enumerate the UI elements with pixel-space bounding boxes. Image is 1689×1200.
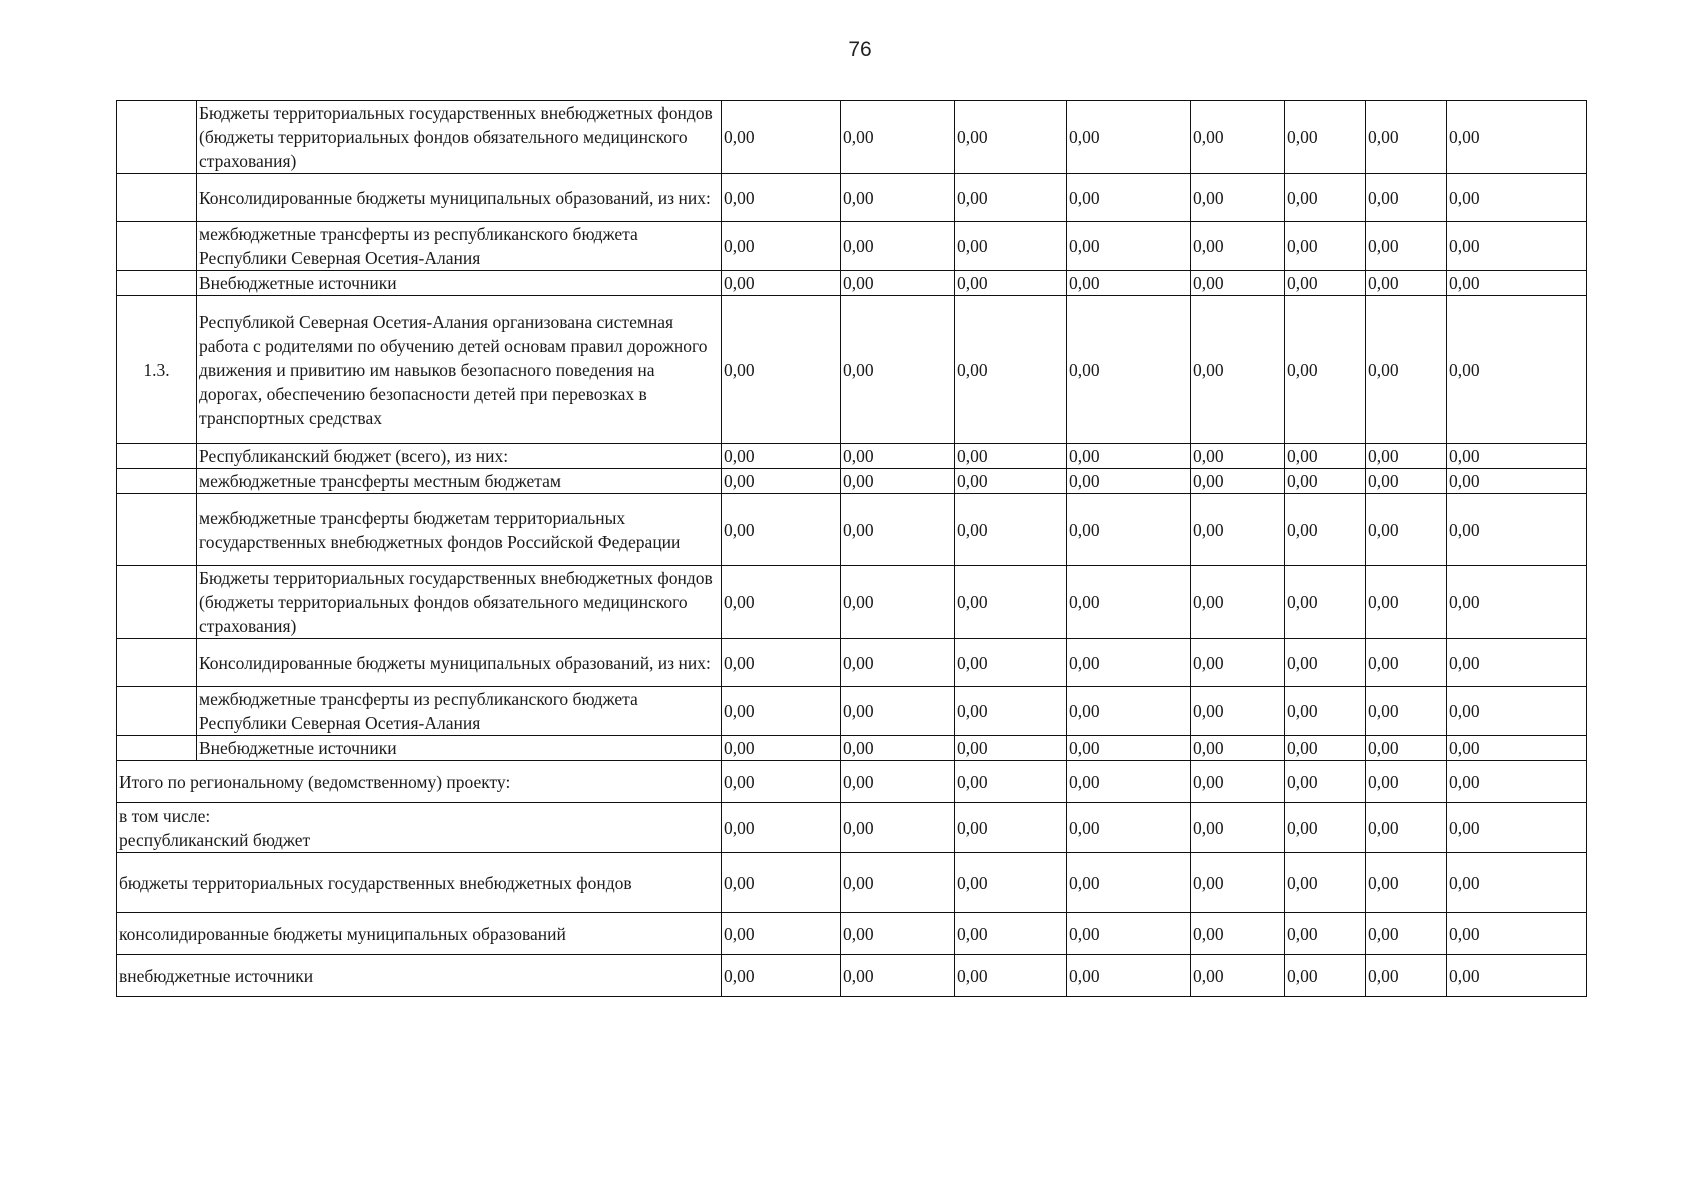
value-cell: 0,00: [1447, 101, 1587, 174]
value-cell: 0,00: [1366, 296, 1447, 444]
table-row: [117, 736, 1587, 761]
row-number: [117, 469, 197, 494]
value-cell: 0,00: [722, 687, 841, 736]
value-cell: 0,00: [1285, 101, 1366, 174]
value-cell: 0,00: [955, 444, 1067, 469]
value-cell: 0,00: [955, 639, 1067, 687]
value-cell: 0,00: [955, 687, 1067, 736]
value-cell: 0,00: [1366, 101, 1447, 174]
table-row: [117, 687, 1587, 736]
value-cell: 0,00: [955, 296, 1067, 444]
row-label: межбюджетные трансферты бюджетам территориальных государственных внебюджетных фондов Российской Федерации: [197, 494, 722, 566]
value-cell: 0,00: [955, 174, 1067, 222]
total-value-cell: 0,00: [955, 803, 1067, 853]
row-label: межбюджетные трансферты из республиканского бюджета Республики Северная Осетия-Алания: [197, 687, 722, 736]
page-number: 76: [848, 38, 872, 61]
value-cell: 0,00: [1191, 736, 1285, 761]
row-label: Внебюджетные источники: [197, 271, 722, 296]
total-value-cell: 0,00: [841, 803, 955, 853]
row-number: [117, 736, 197, 761]
total-value-cell: 0,00: [1067, 761, 1191, 803]
value-cell: 0,00: [1447, 444, 1587, 469]
value-cell: 0,00: [722, 174, 841, 222]
value-cell: 0,00: [1285, 174, 1366, 222]
table-row: [117, 174, 1587, 222]
total-label: консолидированные бюджеты муниципальных образований: [117, 913, 722, 955]
value-cell: 0,00: [1067, 687, 1191, 736]
value-cell: 0,00: [1067, 174, 1191, 222]
value-cell: 0,00: [1191, 271, 1285, 296]
total-value-cell: 0,00: [1067, 853, 1191, 913]
row-label: Бюджеты территориальных государственных внебюджетных фондов (бюджеты территориальных фондов обязательного медицинского страхования): [197, 566, 722, 639]
value-cell: 0,00: [841, 296, 955, 444]
value-cell: 0,00: [841, 687, 955, 736]
value-cell: 0,00: [955, 494, 1067, 566]
value-cell: 0,00: [1067, 469, 1191, 494]
value-cell: 0,00: [841, 174, 955, 222]
value-cell: 0,00: [722, 639, 841, 687]
row-label: Бюджеты территориальных государственных внебюджетных фондов (бюджеты территориальных фондов обязательного медицинского страхования): [197, 101, 722, 174]
value-cell: 0,00: [1366, 494, 1447, 566]
value-cell: 0,00: [1285, 736, 1366, 761]
value-cell: 0,00: [955, 566, 1067, 639]
total-value-cell: 0,00: [722, 913, 841, 955]
total-value-cell: 0,00: [1067, 803, 1191, 853]
value-cell: 0,00: [722, 222, 841, 271]
total-value-cell: 0,00: [1285, 913, 1366, 955]
value-cell: 0,00: [1067, 736, 1191, 761]
value-cell: 0,00: [1285, 566, 1366, 639]
row-number: [117, 101, 197, 174]
total-value-cell: 0,00: [1191, 761, 1285, 803]
total-value-cell: 0,00: [1366, 913, 1447, 955]
budget-table: [116, 100, 1587, 997]
total-row: [117, 853, 1587, 913]
value-cell: 0,00: [1447, 736, 1587, 761]
total-value-cell: 0,00: [841, 955, 955, 997]
value-cell: 0,00: [841, 101, 955, 174]
value-cell: 0,00: [1366, 736, 1447, 761]
value-cell: 0,00: [955, 736, 1067, 761]
value-cell: 0,00: [722, 296, 841, 444]
table-row: [117, 296, 1587, 444]
total-label: бюджеты территориальных государственных внебюджетных фондов: [117, 853, 722, 913]
total-value-cell: 0,00: [1285, 803, 1366, 853]
total-row: [117, 955, 1587, 997]
row-label: Консолидированные бюджеты муниципальных образований, из них:: [197, 639, 722, 687]
row-number: 1.3.: [117, 296, 197, 444]
value-cell: 0,00: [1366, 566, 1447, 639]
value-cell: 0,00: [1191, 639, 1285, 687]
value-cell: 0,00: [841, 494, 955, 566]
row-label: Республиканский бюджет (всего), из них:: [197, 444, 722, 469]
table-row: [117, 444, 1587, 469]
table-row: [117, 494, 1587, 566]
total-value-cell: 0,00: [1366, 955, 1447, 997]
value-cell: 0,00: [722, 444, 841, 469]
value-cell: 0,00: [841, 566, 955, 639]
value-cell: 0,00: [1067, 101, 1191, 174]
row-number: [117, 271, 197, 296]
value-cell: 0,00: [841, 444, 955, 469]
value-cell: 0,00: [1191, 222, 1285, 271]
row-label: Внебюджетные источники: [197, 736, 722, 761]
value-cell: 0,00: [722, 566, 841, 639]
table-row: [117, 469, 1587, 494]
table-row: [117, 639, 1587, 687]
total-value-cell: 0,00: [1366, 761, 1447, 803]
value-cell: 0,00: [1285, 271, 1366, 296]
value-cell: 0,00: [1447, 494, 1587, 566]
total-value-cell: 0,00: [841, 913, 955, 955]
total-value-cell: 0,00: [722, 853, 841, 913]
table-row: [117, 222, 1587, 271]
value-cell: 0,00: [1067, 639, 1191, 687]
value-cell: 0,00: [1447, 271, 1587, 296]
row-number: [117, 494, 197, 566]
value-cell: 0,00: [1447, 174, 1587, 222]
value-cell: 0,00: [1366, 271, 1447, 296]
value-cell: 0,00: [1067, 494, 1191, 566]
total-value-cell: 0,00: [1366, 853, 1447, 913]
value-cell: 0,00: [1067, 296, 1191, 444]
total-value-cell: 0,00: [1447, 803, 1587, 853]
value-cell: 0,00: [841, 271, 955, 296]
value-cell: 0,00: [1067, 566, 1191, 639]
total-value-cell: 0,00: [1191, 853, 1285, 913]
total-row: [117, 761, 1587, 803]
value-cell: 0,00: [1366, 687, 1447, 736]
value-cell: 0,00: [955, 222, 1067, 271]
value-cell: 0,00: [841, 639, 955, 687]
value-cell: 0,00: [1191, 296, 1285, 444]
value-cell: 0,00: [722, 271, 841, 296]
row-number: [117, 639, 197, 687]
total-value-cell: 0,00: [1191, 913, 1285, 955]
value-cell: 0,00: [1285, 687, 1366, 736]
row-label: межбюджетные трансферты из республиканского бюджета Республики Северная Осетия-Алания: [197, 222, 722, 271]
value-cell: 0,00: [1191, 687, 1285, 736]
value-cell: 0,00: [1366, 444, 1447, 469]
value-cell: 0,00: [841, 469, 955, 494]
total-value-cell: 0,00: [955, 853, 1067, 913]
value-cell: 0,00: [841, 736, 955, 761]
total-value-cell: 0,00: [955, 761, 1067, 803]
value-cell: 0,00: [1447, 296, 1587, 444]
table-row: [117, 566, 1587, 639]
value-cell: 0,00: [1366, 174, 1447, 222]
total-label-text: республиканский бюджет: [119, 829, 311, 850]
value-cell: 0,00: [1191, 469, 1285, 494]
total-value-cell: 0,00: [722, 955, 841, 997]
value-cell: 0,00: [955, 271, 1067, 296]
table-body: [117, 101, 1587, 997]
total-value-cell: 0,00: [841, 853, 955, 913]
total-label-prefix: в том числе:: [119, 805, 211, 826]
total-value-cell: 0,00: [1285, 955, 1366, 997]
total-label: внебюджетные источники: [117, 955, 722, 997]
value-cell: 0,00: [722, 736, 841, 761]
total-value-cell: 0,00: [1447, 761, 1587, 803]
total-value-cell: 0,00: [1067, 955, 1191, 997]
total-value-cell: 0,00: [1447, 955, 1587, 997]
value-cell: 0,00: [1285, 639, 1366, 687]
value-cell: 0,00: [1285, 494, 1366, 566]
total-value-cell: 0,00: [955, 955, 1067, 997]
value-cell: 0,00: [1447, 639, 1587, 687]
row-number: [117, 687, 197, 736]
value-cell: 0,00: [1285, 296, 1366, 444]
value-cell: 0,00: [1067, 271, 1191, 296]
total-value-cell: 0,00: [1447, 853, 1587, 913]
total-value-cell: 0,00: [1067, 913, 1191, 955]
value-cell: 0,00: [1191, 566, 1285, 639]
total-value-cell: 0,00: [1447, 913, 1587, 955]
value-cell: 0,00: [1067, 444, 1191, 469]
value-cell: 0,00: [1366, 222, 1447, 271]
table-row: [117, 101, 1587, 174]
value-cell: 0,00: [1285, 222, 1366, 271]
value-cell: 0,00: [841, 222, 955, 271]
value-cell: 0,00: [1447, 687, 1587, 736]
total-value-cell: 0,00: [1191, 955, 1285, 997]
row-label: Консолидированные бюджеты муниципальных образований, из них:: [197, 174, 722, 222]
value-cell: 0,00: [1191, 174, 1285, 222]
total-row: [117, 803, 1587, 853]
total-value-cell: 0,00: [1366, 803, 1447, 853]
total-label: [117, 803, 722, 853]
row-number: [117, 566, 197, 639]
row-label: межбюджетные трансферты местным бюджетам: [197, 469, 722, 494]
value-cell: 0,00: [1191, 444, 1285, 469]
total-value-cell: 0,00: [1285, 761, 1366, 803]
total-value-cell: 0,00: [841, 761, 955, 803]
total-value-cell: 0,00: [1285, 853, 1366, 913]
value-cell: 0,00: [1366, 469, 1447, 494]
value-cell: 0,00: [1191, 101, 1285, 174]
value-cell: 0,00: [955, 101, 1067, 174]
table-row: [117, 271, 1587, 296]
value-cell: 0,00: [1447, 222, 1587, 271]
total-value-cell: 0,00: [722, 761, 841, 803]
value-cell: 0,00: [722, 494, 841, 566]
value-cell: 0,00: [1447, 566, 1587, 639]
row-number: [117, 444, 197, 469]
total-row: [117, 913, 1587, 955]
value-cell: 0,00: [1366, 639, 1447, 687]
row-number: [117, 174, 197, 222]
total-value-cell: 0,00: [1191, 803, 1285, 853]
row-label: Республикой Северная Осетия-Алания организована системная работа с родителями по обучению детей основам правил дорожного движения и привитию им навыков безопасного поведения на дорогах, обеспечению безопасности детей при перевозках в транспортных средствах: [197, 296, 722, 444]
value-cell: 0,00: [1285, 469, 1366, 494]
value-cell: 0,00: [722, 469, 841, 494]
value-cell: 0,00: [1067, 222, 1191, 271]
total-value-cell: 0,00: [722, 803, 841, 853]
value-cell: 0,00: [1447, 469, 1587, 494]
value-cell: 0,00: [1285, 444, 1366, 469]
row-number: [117, 222, 197, 271]
total-value-cell: 0,00: [955, 913, 1067, 955]
value-cell: 0,00: [955, 469, 1067, 494]
total-label: Итого по региональному (ведомственному) проекту:: [117, 761, 722, 803]
value-cell: 0,00: [1191, 494, 1285, 566]
value-cell: 0,00: [722, 101, 841, 174]
